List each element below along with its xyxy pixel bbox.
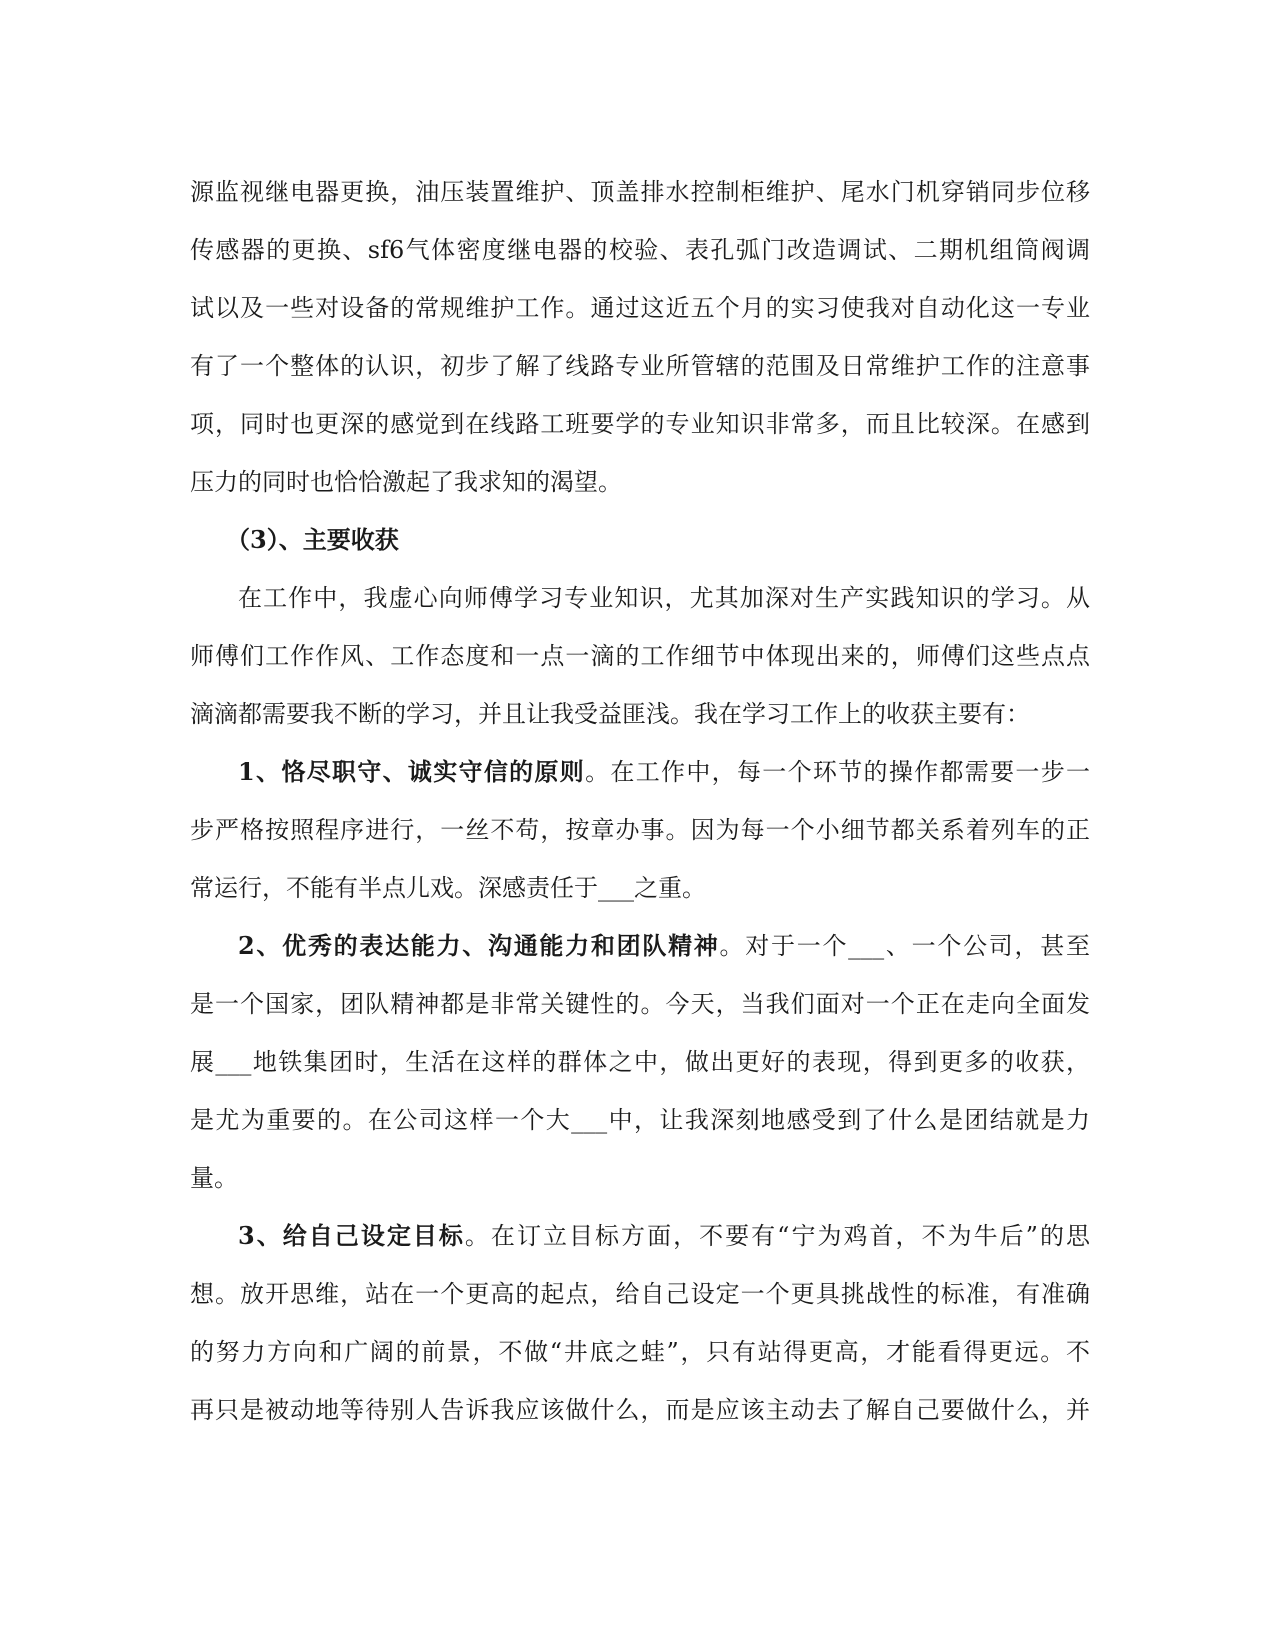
text-line: 项，同时也更深的感觉到在线路工班要学的专业知识非常多，而且比较深。在感到 xyxy=(190,410,1090,438)
list-item-2 xyxy=(190,917,1090,1207)
list-item-text: 。在订立目标方面，不要有“宁为鸡首，不为牛后”的思 xyxy=(464,1222,1090,1250)
list-item-title: 1、恪尽职守、诚实守信的原则 xyxy=(238,757,586,786)
text-line: 是尤为重要的。在公司这样一个大___中，让我深刻地感受到了什么是团结就是力 xyxy=(190,1106,1090,1134)
list-item-3 xyxy=(190,1207,1090,1439)
text-line: 传感器的更换、sf6气体密度继电器的校验、表孔弧门改造调试、二期机组筒阀调 xyxy=(190,236,1090,264)
list-item-title: 3、给自己设定目标 xyxy=(238,1221,465,1250)
list-item-text: 。在工作中，每一个环节的操作都需要一步一 xyxy=(585,758,1091,786)
text-line: 是一个国家，团队精神都是非常关键性的。今天，当我们面对一个正在走向全面发 xyxy=(190,990,1090,1018)
paragraph-1 xyxy=(190,163,1090,511)
list-item-first-line xyxy=(190,917,1090,975)
text-line: 源监视继电器更换，油压装置维护、顶盖排水控制柜维护、尾水门机穿销同步位移 xyxy=(190,178,1090,206)
list-item-title: 2、优秀的表达能力、沟通能力和团队精神 xyxy=(238,931,720,960)
text-line: 有了一个整体的认识，初步了解了线路专业所管辖的范围及日常维护工作的注意事 xyxy=(190,352,1090,380)
text-line: 的努力方向和广阔的前景，不做“井底之蛙”，只有站得更高，才能看得更远。不 xyxy=(190,1338,1090,1366)
text-line: 师傅们工作作风、工作态度和一点一滴的工作细节中体现出来的，师傅们这些点点 xyxy=(190,642,1090,670)
text-line: 常运行，不能有半点儿戏。深感责任于___之重。 xyxy=(190,874,706,902)
list-item-1 xyxy=(190,743,1090,917)
text-line: 滴滴都需要我不断的学习，并且让我受益匪浅。我在学习工作上的收获主要有： xyxy=(190,700,1030,728)
text-line: 再只是被动地等待别人告诉我应该做什么，而是应该主动去了解自己要做什么，并 xyxy=(190,1396,1090,1424)
list-item-first-line xyxy=(190,743,1090,801)
text-line: 在工作中，我虚心向师傅学习专业知识，尤其加深对生产实践知识的学习。从 xyxy=(238,584,1090,612)
text-line: 试以及一些对设备的常规维护工作。通过这近五个月的实习使我对自动化这一专业 xyxy=(190,294,1090,322)
section-heading-text: （3）、主要收获 xyxy=(226,525,399,554)
list-item-text: 。对于一个___、一个公司，甚至 xyxy=(719,932,1090,960)
document-body xyxy=(190,163,1090,1439)
text-line: 展___地铁集团时，生活在这样的群体之中，做出更好的表现，得到更多的收获， xyxy=(190,1048,1090,1076)
list-item-first-line xyxy=(190,1207,1090,1265)
text-line: 想。放开思维，站在一个更高的起点，给自己设定一个更具挑战性的标准，有准确 xyxy=(190,1280,1090,1308)
text-line: 步严格按照程序进行，一丝不苟，按章办事。因为每一个小细节都关系着列车的正 xyxy=(190,816,1090,844)
text-line: 量。 xyxy=(190,1164,238,1192)
paragraph-2 xyxy=(190,569,1090,743)
section-heading xyxy=(190,511,1090,569)
text-line: 压力的同时也恰恰激起了我求知的渴望。 xyxy=(190,468,622,496)
